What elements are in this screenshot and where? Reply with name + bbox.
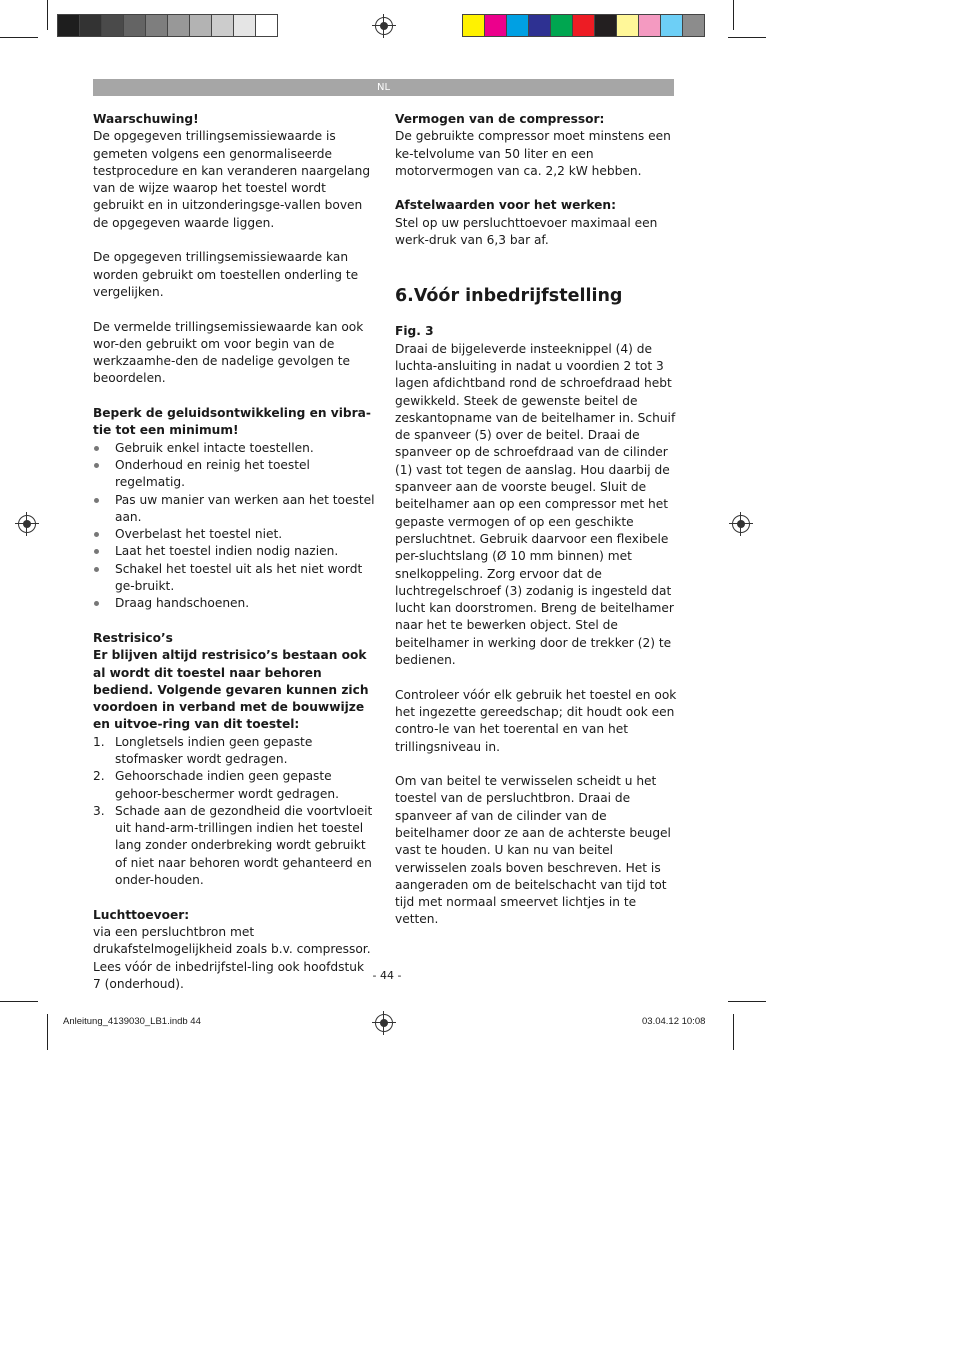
footer-date: 03.04.12 10:08 <box>642 1016 706 1027</box>
registration-mark-icon <box>375 17 393 35</box>
registration-mark-icon <box>18 515 36 533</box>
air-heading: Luchttoevoer: <box>93 907 190 922</box>
warning-paragraph: De opgegeven trillingsemissiewaarde kan worden gebruikt om toestellen onderling te vergelijken. <box>93 250 359 299</box>
air-paragraph: via een persluchtbron met drukafstelmogelijkheid zoals b.v. compressor. Lees vóór de inbedrijfstel-ling ook hoofdstuk 7 (onderhoud). <box>93 924 371 991</box>
color-swatch <box>661 15 683 36</box>
compressor-paragraph: De gebruikte compressor moet minstens een ke-telvolume van 50 liter en een motorvermogen van ca. 2,2 kW hebben. <box>395 129 671 178</box>
color-swatch <box>146 15 168 36</box>
process-color-bar <box>462 14 705 37</box>
section-title: 6.Vóór inbedrijfstelling <box>395 286 623 307</box>
color-swatch <box>529 15 551 36</box>
color-swatch <box>463 15 485 36</box>
item-number: 1. <box>93 734 105 749</box>
list-item <box>93 803 375 889</box>
footer-file: Anleitung_4139030_LB1.indb 44 <box>63 1016 201 1027</box>
color-swatch <box>256 15 277 36</box>
item-text: Schade aan de gezondheid die voortvloeit uit hand-arm-trillingen indien het toestel lang zonder onderbreking wordt gebruikt of niet naar behoren wordt gehanteerd en onder-houden. <box>115 803 373 888</box>
crop-mark <box>728 37 766 38</box>
color-swatch <box>190 15 212 36</box>
risk-heading: Restrisico’s <box>93 630 173 645</box>
color-swatch <box>234 15 256 36</box>
item-number: 2. <box>93 769 105 784</box>
right-column <box>395 111 677 929</box>
color-swatch <box>485 15 507 36</box>
limit-list <box>93 440 375 613</box>
color-swatch <box>639 15 661 36</box>
settings-paragraph: Stel op uw persluchttoevoer maximaal een werk-druk van 6,3 bar af. <box>395 215 658 248</box>
figure-reference: Fig. 3 <box>395 324 434 339</box>
gray-color-bar <box>57 14 278 37</box>
crop-mark <box>733 1014 734 1050</box>
color-swatch <box>573 15 595 36</box>
crop-mark <box>733 0 734 30</box>
crop-mark <box>728 1001 766 1002</box>
limit-heading: Beperk de geluidsontwikkeling en vibra-tie tot een minimum! <box>93 406 371 438</box>
crop-mark <box>47 1014 48 1050</box>
compressor-heading: Vermogen van de compressor: <box>395 112 605 126</box>
warning-paragraph: De vermelde trillingsemissiewaarde kan ook wor-den gebruikt om voor begin van de werkzaamhe-den de nadelige gevolgen te beoordelen. <box>93 319 364 386</box>
item-text: Longletsels indien geen gepaste stofmasker wordt gedragen. <box>115 734 313 766</box>
risk-list <box>93 734 375 890</box>
item-number: 3. <box>93 803 105 818</box>
color-swatch <box>617 15 639 36</box>
instructions-paragraph: Om van beitel te verwisselen scheidt u het toestel van de persluchtbron. Draai de spanveer af van de cilinder van de beitelhamer door ze aan de achterste beugel vast te houden. U kan nu van beitel verwisselen zoals boven beschreven. Het is aangeraden om de beitelschacht van tijd tot tijd met normaal smeervet lichtjes in te vetten. <box>395 774 671 927</box>
page-number: - 44 - <box>372 969 402 982</box>
color-swatch <box>58 15 80 36</box>
list-item <box>93 734 375 769</box>
warning-paragraph: De opgegeven trillingsemissiewaarde is gemeten volgens een genormaliseerde testprocedure en kan veranderen naargelang van de wijze waarop het toestel wordt gebruikt en in uitzonderingsge-vallen boven de opgegeven waarde liggen. <box>93 129 371 230</box>
list-item: Onderhoud en reinig het toestel regelmatig. <box>93 457 375 492</box>
crop-mark <box>47 0 48 30</box>
list-item: Laat het toestel indien nodig nazien. <box>93 543 375 560</box>
crop-mark <box>0 1001 38 1002</box>
crop-mark <box>0 37 38 38</box>
instructions-paragraph: Controleer vóór elk gebruik het toestel en ook het ingezette gereedschap; dit houdt ook een contro-le van het toerental en van het trillingsniveau in. <box>395 687 677 754</box>
color-swatch <box>102 15 124 36</box>
color-swatch <box>507 15 529 36</box>
color-swatch <box>551 15 573 36</box>
instructions-paragraph: Draai de bijgeleverde insteeknippel (4) de luchta-ansluiting in nadat u voordien 2 tot 3 lagen afdichtband rond de schroefdraad hebt gewikkeld. Steek de gewenste beitel de zeskantopname van de beitelhamer in. Schuif de spanveer (5) over de beitel. Draai de spanveer op de schroefdraad van de cilinder (1) vast tot tegen de aanslag. Hou daarbij de spanveer aan de voorste beugel. Sluit de beitelhamer aan op een compressor met het gepaste vermogen of op een geschikte persluchtnet. Gebruik daarvoor een flexibele per-sluchtslang (Ø 10 mm binnen) met snelkoppeling. Zorg ervoor dat de luchtregelschroef (3) zodanig is ingesteld dat lucht kan doorstromen. Breng de beitelhamer naar het te bewerken object. Stel de beitelhamer in werking door de trekker (2) te bedienen. <box>395 341 676 668</box>
risk-intro: Er blijven altijd restrisico’s bestaan ook al wordt dit toestel naar behoren bediend. Volgende gevaren kunnen zich voordoen in verband met de bouwwijze en uitvoe-ring van dit toestel: <box>93 648 369 732</box>
item-text: Gehoorschade indien geen gepaste gehoor-beschermer wordt gedragen. <box>115 769 339 801</box>
list-item: Overbelast het toestel niet. <box>93 526 375 543</box>
settings-heading: Afstelwaarden voor het werken: <box>395 198 616 213</box>
list-item <box>93 768 375 803</box>
language-header <box>93 79 674 96</box>
list-item: Pas uw manier van werken aan het toestel aan. <box>93 492 375 527</box>
list-item: Schakel het toestel uit als het niet wordt ge-bruikt. <box>93 561 375 596</box>
warning-heading: Waarschuwing! <box>93 112 199 126</box>
language-label: NL <box>376 82 391 93</box>
color-swatch <box>124 15 146 36</box>
color-swatch <box>595 15 617 36</box>
list-item: Draag handschoenen. <box>93 595 375 612</box>
color-swatch <box>683 15 704 36</box>
color-swatch <box>168 15 190 36</box>
color-swatch <box>80 15 102 36</box>
color-swatch <box>212 15 234 36</box>
left-column <box>93 111 375 993</box>
list-item: Gebruik enkel intacte toestellen. <box>93 440 375 457</box>
registration-mark-icon <box>375 1014 393 1032</box>
registration-mark-icon <box>732 515 750 533</box>
